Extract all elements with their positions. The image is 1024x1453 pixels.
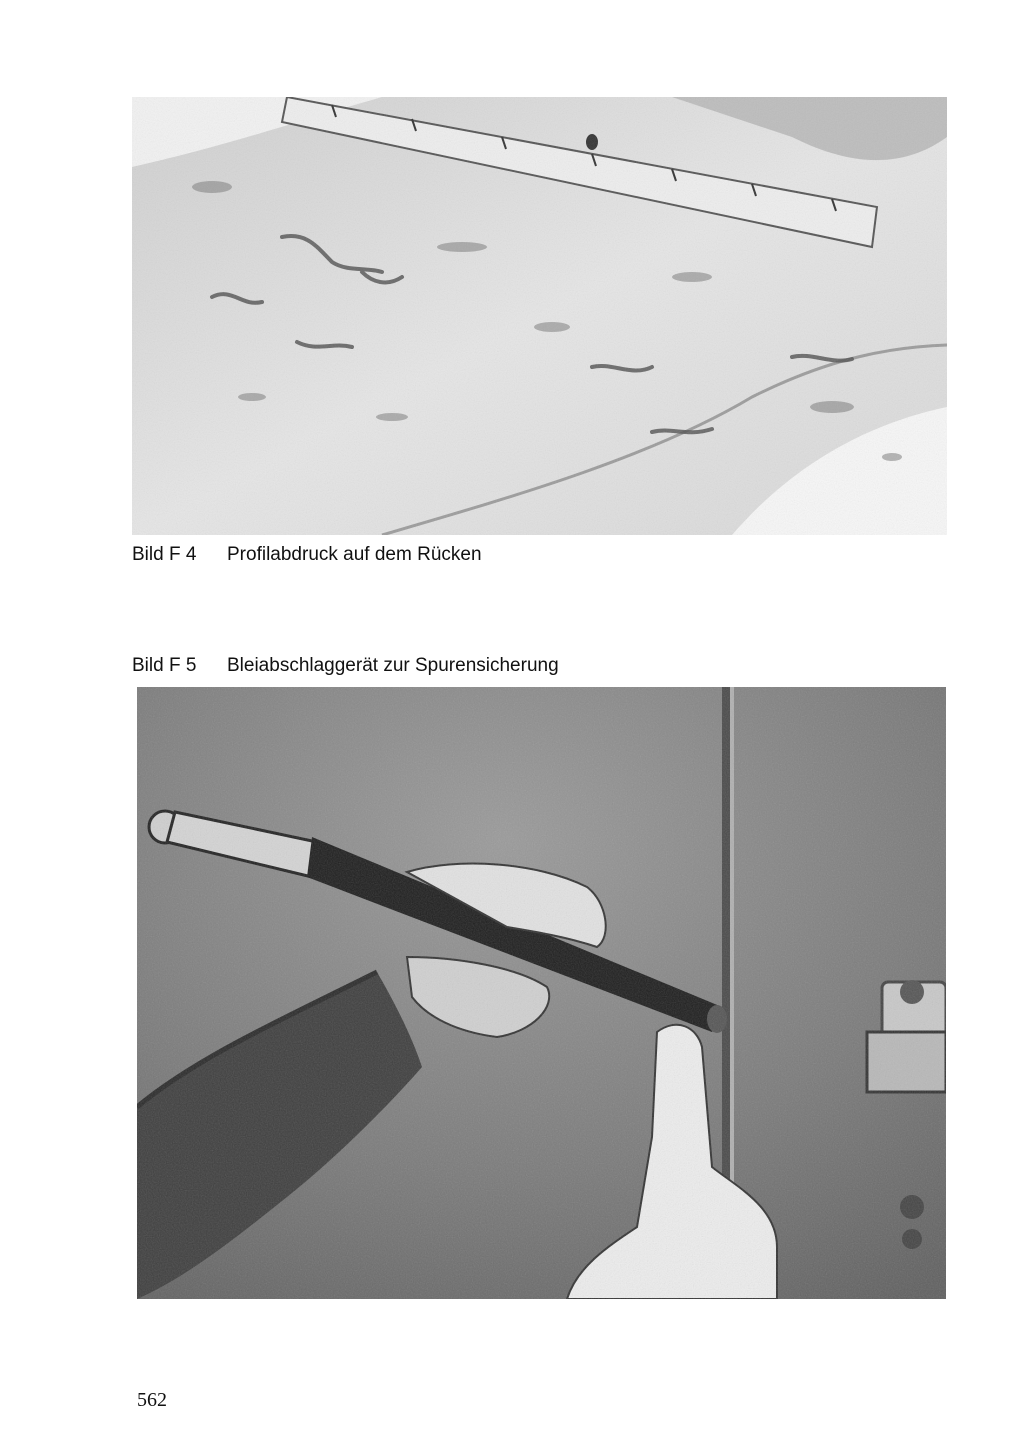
- figure-f4-caption: [132, 544, 482, 566]
- figure-f5-photo: [137, 687, 946, 1299]
- figure-f5-caption: [132, 655, 559, 677]
- figure-f4-label: Bild F 4: [132, 544, 197, 565]
- figure-f4-caption-text: Profilabdruck auf dem Rücken: [227, 544, 482, 565]
- page-number: 562: [137, 1389, 167, 1411]
- figure-f4-photo: [132, 97, 947, 535]
- figure-f5-caption-text: Bleiabschlaggerät zur Spurensicherung: [227, 655, 559, 676]
- figure-f5-label: Bild F 5: [132, 655, 197, 676]
